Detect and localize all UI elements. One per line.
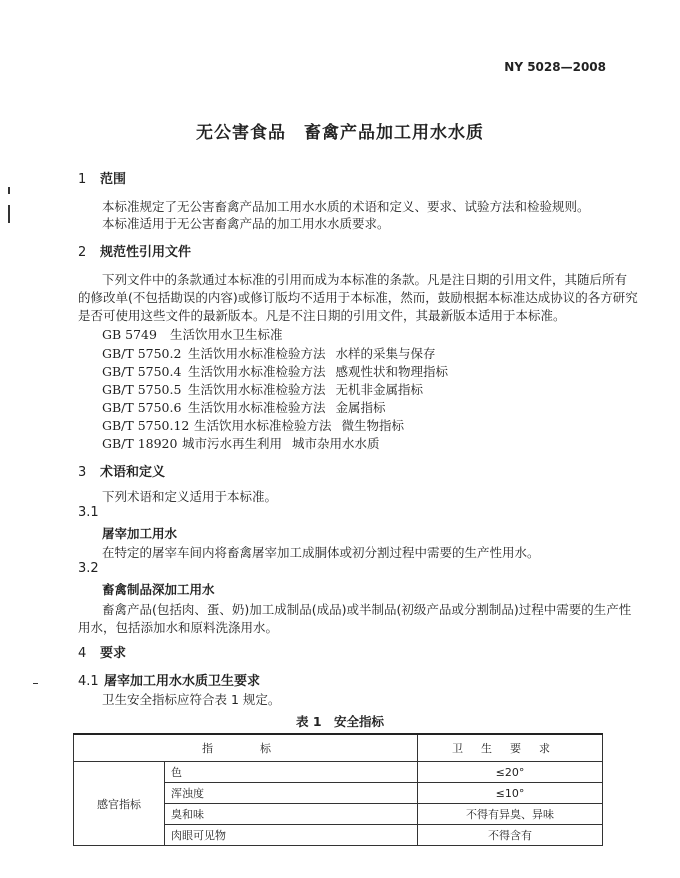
- subsection-4-1-heading: [78, 670, 260, 689]
- reference-item: [102, 361, 448, 380]
- scan-mark: [33, 683, 38, 684]
- subsection-title: 屠宰加工用水水质卫生要求: [104, 674, 261, 689]
- requirement-cell: ≤10°: [418, 783, 603, 804]
- requirement-cell: 不得有异臭、异味: [418, 804, 603, 825]
- section-title: 范围: [100, 172, 127, 187]
- section-2-heading: [78, 241, 191, 260]
- terms-intro: 下列术语和定义适用于本标准。: [102, 489, 278, 504]
- indicator-cell: 色: [165, 762, 418, 783]
- scope-paragraph-1: 本标准规定了无公害畜禽产品加工用水水质的术语和定义、要求、试验方法和检验规则。: [102, 199, 590, 214]
- reference-name: 生活饮用水标准检验方法: [194, 418, 332, 433]
- indicator-cell: 肉眼可见物: [165, 825, 418, 846]
- section-number: 1: [78, 172, 87, 187]
- section-title: 要求: [100, 646, 127, 661]
- term-number: 3.1: [78, 505, 99, 520]
- section-title: 术语和定义: [100, 465, 166, 480]
- term-title: 畜禽制品深加工用水: [102, 582, 215, 597]
- reference-item: [102, 343, 436, 362]
- reference-code: GB/T 5750.6: [102, 400, 182, 415]
- indicator-cell: 臭和味: [165, 804, 418, 825]
- reference-code: GB/T 18920: [102, 436, 178, 451]
- reference-name: 生活饮用水卫生标准: [170, 327, 283, 342]
- reference-name: 生活饮用水标准检验方法: [188, 364, 326, 379]
- section-number: 4: [78, 646, 87, 661]
- reference-item: [102, 415, 404, 434]
- reference-subtitle: 微生物指标: [341, 418, 405, 433]
- reference-name: 城市污水再生利用: [182, 436, 283, 451]
- standard-code: NY 5028—2008: [504, 60, 606, 74]
- category-cell: 感官指标: [74, 762, 165, 846]
- requirement-column-header: 卫生要求: [418, 734, 603, 762]
- reference-item: [102, 397, 386, 416]
- reference-subtitle: 感观性状和物理指标: [335, 364, 449, 379]
- reference-subtitle: 金属指标: [335, 400, 386, 415]
- requirement-cell: ≤20°: [418, 762, 603, 783]
- term-definition-line-1: 畜禽产品(包括肉、蛋、奶)加工成制品(成品)或半制品(初级产品或分割制品)过程中需要的生产性: [102, 602, 632, 617]
- reference-name: 生活饮用水标准检验方法: [188, 346, 326, 361]
- section-title: 规范性引用文件: [100, 245, 192, 260]
- references-intro-line-3: 是否可使用这些文件的最新版本。凡是不注日期的引用文件，其最新版本适用于本标准。: [78, 308, 566, 323]
- reference-subtitle: 无机非金属指标: [335, 382, 424, 397]
- section-1-heading: [78, 168, 126, 187]
- table-row: [74, 762, 603, 783]
- section-number: 3: [78, 465, 87, 480]
- indicator-column-header: 指 标: [74, 734, 418, 762]
- reference-code: GB 5749: [102, 327, 157, 342]
- reference-code: GB/T 5750.5: [102, 382, 182, 397]
- scope-paragraph-2: 本标准适用于无公害畜禽产品的加工用水水质要求。: [102, 216, 390, 231]
- section-3-heading: [78, 461, 165, 480]
- scan-mark: [8, 187, 10, 194]
- reference-name: 生活饮用水标准检验方法: [188, 382, 326, 397]
- table-header-row: [74, 734, 603, 762]
- section-4-heading: [78, 642, 126, 661]
- table-reference-note: 卫生安全指标应符合表 1 规定。: [102, 692, 281, 707]
- reference-code: GB/T 5750.2: [102, 346, 182, 361]
- section-number: 2: [78, 245, 87, 260]
- term-title: 屠宰加工用水: [102, 526, 178, 541]
- references-intro-line-2: 的修改单(不包括勘误的内容)或修订版均不适用于本标准，然而，鼓励根据本标准达成协议的各方研究: [78, 290, 638, 305]
- reference-item: [102, 324, 283, 343]
- term-definition-line-2: 用水，包括添加水和原料洗涤用水。: [78, 620, 279, 635]
- reference-item: [102, 433, 380, 452]
- reference-item: [102, 379, 423, 398]
- indicator-cell: 浑浊度: [165, 783, 418, 804]
- safety-indicator-table: [73, 733, 603, 846]
- reference-name: 生活饮用水标准检验方法: [188, 400, 326, 415]
- reference-subtitle: 城市杂用水水质: [292, 436, 380, 451]
- table-caption: 表 1 安全指标: [295, 714, 385, 729]
- references-intro-line-1: 下列文件中的条款通过本标准的引用而成为本标准的条款。凡是注日期的引用文件，其随后所有: [102, 272, 628, 287]
- reference-code: GB/T 5750.4: [102, 364, 182, 379]
- reference-code: GB/T 5750.12: [102, 418, 190, 433]
- subsection-number: 4.1: [78, 674, 99, 689]
- document-title: 无公害食品 畜禽产品加工用水水质: [196, 123, 484, 143]
- requirement-cell: 不得含有: [418, 825, 603, 846]
- scan-mark: [8, 205, 10, 223]
- term-number: 3.2: [78, 561, 99, 576]
- term-definition: 在特定的屠宰车间内将畜禽屠宰加工成胴体或初分割过程中需要的生产性用水。: [102, 545, 540, 560]
- reference-subtitle: 水样的采集与保存: [335, 346, 436, 361]
